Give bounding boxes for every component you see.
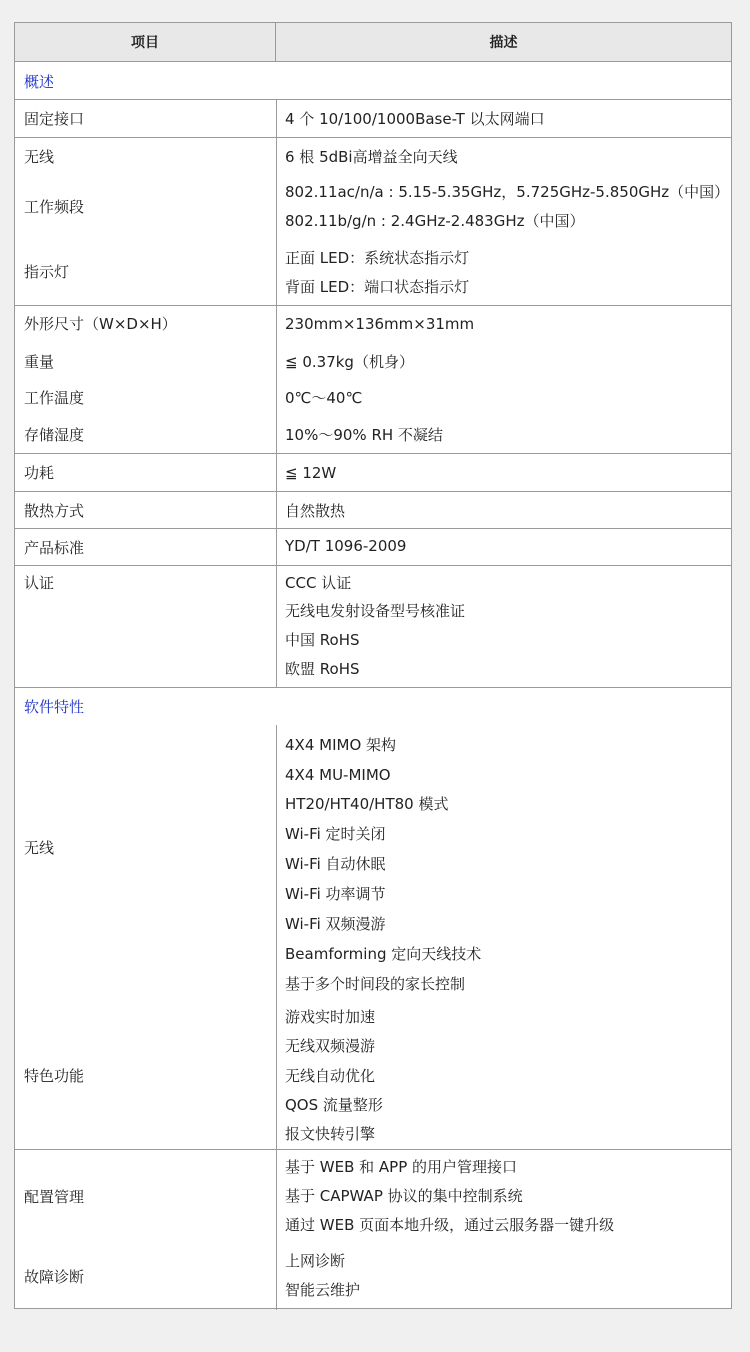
row-label-cooling: 散热方式 [24,502,85,520]
divider [15,1149,731,1150]
header-description: 描述 [276,23,731,62]
row-label-features: 特色功能 [24,1067,85,1085]
row-label-sw-wireless: 无线 [24,839,55,857]
row-desc-storage-humidity: 10%～90% RH 不凝结 [285,426,443,444]
row-desc-features-5: 报文快转引擎 [285,1125,376,1143]
row-desc-indicator-2: 背面 LED：端口状态指示灯 [285,278,470,296]
row-label-indicator: 指示灯 [24,263,70,281]
row-label-wireless: 无线 [24,148,55,166]
divider [15,137,731,138]
row-desc-wireless: 6 根 5dBi高增益全向天线 [285,148,458,166]
column-divider [276,99,277,687]
row-desc-sw-wireless-9: 基于多个时间段的家长控制 [285,975,466,993]
row-desc-cooling: 自然散热 [285,502,346,520]
section-software: 软件特性 [24,698,85,716]
row-desc-config-1: 基于 WEB 和 APP 的用户管理接口 [285,1158,518,1176]
row-desc-sw-wireless-2: 4X4 MU-MIMO [285,766,391,784]
divider [15,453,731,454]
row-desc-certification-3: 中国 RoHS [285,631,360,649]
divider [15,528,731,529]
row-desc-indicator-1: 正面 LED：系统状态指示灯 [285,249,470,267]
row-desc-sw-wireless-4: Wi-Fi 定时关闭 [285,825,386,843]
row-label-power: 功耗 [24,464,55,482]
row-label-op-temp: 工作温度 [24,389,85,407]
row-label-dimensions: 外形尺寸（W×D×H） [24,315,177,333]
row-desc-sw-wireless-3: HT20/HT40/HT80 模式 [285,795,449,813]
row-desc-config-2: 基于 CAPWAP 协议的集中控制系统 [285,1187,523,1205]
section-overview: 概述 [24,72,55,91]
row-desc-certification-4: 欧盟 RoHS [285,660,360,678]
row-desc-sw-wireless-1: 4X4 MIMO 架构 [285,736,397,754]
row-desc-sw-wireless-5: Wi-Fi 自动休眠 [285,855,386,873]
divider [15,305,731,306]
row-desc-diagnosis-2: 智能云维护 [285,1281,361,1299]
row-desc-dimensions: 230mm×136mm×31mm [285,315,475,333]
row-label-config: 配置管理 [24,1188,85,1206]
row-desc-op-temp: 0℃～40℃ [285,389,363,407]
row-label-weight: 重量 [24,353,55,371]
header-item: 项目 [15,23,276,62]
row-desc-features-1: 游戏实时加速 [285,1008,376,1026]
divider [15,491,731,492]
row-desc-features-3: 无线自动优化 [285,1067,376,1085]
row-desc-certification-1: CCC 认证 [285,574,352,592]
row-desc-standard: YD/T 1096-2009 [285,537,407,555]
row-desc-band-2: 802.11b/g/n : 2.4GHz-2.483GHz（中国） [285,212,585,230]
spec-table [14,22,732,1309]
row-label-band: 工作频段 [24,198,85,216]
row-desc-features-4: QOS 流量整形 [285,1096,383,1114]
divider [15,99,731,100]
row-desc-band-1: 802.11ac/n/a : 5.15-5.35GHz，5.725GHz-5.850GHz（中国） [285,183,730,201]
row-label-standard: 产品标准 [24,539,85,557]
row-desc-diagnosis-1: 上网诊断 [285,1252,346,1270]
row-label-fixed-port: 固定接口 [24,110,85,128]
row-desc-sw-wireless-6: Wi-Fi 功率调节 [285,885,386,903]
row-desc-sw-wireless-8: Beamforming 定向天线技术 [285,945,482,963]
divider [15,565,731,566]
column-divider [276,725,277,1310]
row-label-certification: 认证 [24,574,55,592]
row-desc-config-3: 通过 WEB 页面本地升级，通过云服务器一键升级 [285,1216,615,1234]
row-desc-features-2: 无线双频漫游 [285,1037,376,1055]
row-desc-sw-wireless-7: Wi-Fi 双频漫游 [285,915,386,933]
row-desc-power: ≦ 12W [285,464,337,482]
row-desc-weight: ≦ 0.37kg（机身） [285,353,414,371]
row-desc-fixed-port: 4 个 10/100/1000Base-T 以太网端口 [285,110,545,128]
row-label-storage-humidity: 存储湿度 [24,426,85,444]
row-label-diagnosis: 故障诊断 [24,1268,85,1286]
row-desc-certification-2: 无线电发射设备型号核准证 [285,602,466,620]
